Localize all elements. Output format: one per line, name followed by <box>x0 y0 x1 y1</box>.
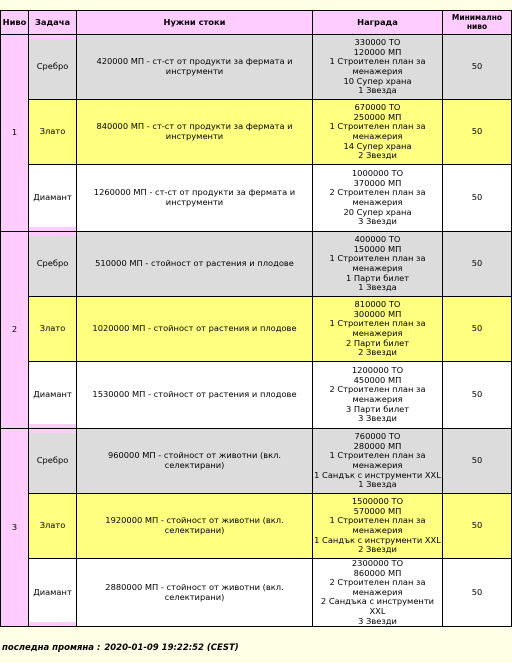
required-goods-cell: 510000 МП - стойност от растения и плодове <box>77 232 313 297</box>
reward-line: 2 Сандъка с инструменти XXL <box>320 596 435 616</box>
task-tier-label: Диамант <box>33 389 72 400</box>
reward-line: 1 Строителен план за менажерия <box>329 515 426 535</box>
required-goods-cell: 1260000 МП - ст-ст от продукти за фермата и инструменти <box>77 165 313 232</box>
table-row <box>1 165 512 232</box>
required-goods-cell: 2880000 МП - стойност от животни (вкл. селектирани) <box>77 559 313 627</box>
group-bottom-strip <box>29 227 76 231</box>
group-bottom-strip <box>29 424 76 428</box>
table-row <box>1 35 512 100</box>
last-modified <box>2 643 239 653</box>
reward-cell <box>313 165 443 232</box>
task-tier-label: Злато <box>39 126 66 137</box>
last-modified-label: последна промяна : <box>2 643 101 653</box>
task-tier-cell <box>29 362 77 429</box>
reward-line: 10 Супер храна <box>343 75 412 86</box>
level-cell: 2 <box>1 232 29 429</box>
table-row <box>1 297 512 362</box>
reward-cell <box>313 232 443 297</box>
group-top-strip <box>29 429 76 433</box>
tasks-table <box>0 10 512 627</box>
min-level-cell: 50 <box>443 429 512 494</box>
min-level-cell: 50 <box>443 165 512 232</box>
reward-line: 150000 МП <box>353 243 402 254</box>
reward-line: 300000 МП <box>353 308 402 319</box>
min-level-cell: 50 <box>443 232 512 297</box>
reward-line: 570000 МП <box>353 505 402 516</box>
reward-line: 330000 ТО <box>354 37 401 48</box>
reward-line: 1 Сандък с инструменти XXL <box>314 534 441 545</box>
reward-line: 860000 МП <box>353 567 402 578</box>
reward-cell <box>313 494 443 559</box>
task-tier-label: Сребро <box>36 455 69 466</box>
task-tier-cell <box>29 165 77 232</box>
level-cell: 1 <box>1 35 29 232</box>
reward-line: 3 Звезди <box>358 413 397 424</box>
min-level-cell: 50 <box>443 100 512 165</box>
header-task: Задача <box>29 11 77 35</box>
table-row <box>1 494 512 559</box>
reward-line: 760000 ТО <box>354 431 401 442</box>
task-tier-label: Сребро <box>36 61 69 72</box>
reward-line: 1 Строителен план за менажерия <box>329 56 426 76</box>
required-goods-cell: 1920000 МП - стойност от животни (вкл. селектирани) <box>77 494 313 559</box>
table-header-row <box>1 11 512 35</box>
task-tier-cell <box>29 35 77 100</box>
reward-line: 3 Парти билет <box>345 403 410 414</box>
task-tier-label: Злато <box>39 520 66 531</box>
reward-line: 2 Звезди <box>358 544 397 555</box>
reward-line: 2 Строителен план за менажерия <box>329 187 426 207</box>
reward-line: 2 Звезди <box>358 347 397 358</box>
reward-line: 1 Звезда <box>358 479 397 490</box>
required-goods-cell: 960000 МП - стойност от животни (вкл. селектирани) <box>77 429 313 494</box>
reward-line: 120000 МП <box>353 46 402 57</box>
table-row <box>1 100 512 165</box>
reward-line: 1 Звезда <box>358 85 397 96</box>
reward-line: 20 Супер храна <box>343 206 412 217</box>
header-reward: Награда <box>313 11 443 35</box>
reward-cell <box>313 297 443 362</box>
min-level-cell: 50 <box>443 559 512 627</box>
min-level-cell: 50 <box>443 494 512 559</box>
group-bottom-strip <box>29 622 76 626</box>
reward-line: 2 Строителен план за менажерия <box>329 384 426 404</box>
reward-line: 1 Строителен план за менажерия <box>329 450 426 470</box>
group-top-strip <box>29 35 76 39</box>
table-body <box>1 35 512 627</box>
task-tier-label: Злато <box>39 323 66 334</box>
reward-line: 2300000 ТО <box>351 558 404 568</box>
group-top-strip <box>29 232 76 236</box>
required-goods-cell: 420000 МП - ст-ст от продукти за фермата и инструменти <box>77 35 313 100</box>
reward-line: 450000 МП <box>353 374 402 385</box>
reward-cell <box>313 100 443 165</box>
reward-line: 250000 МП <box>353 111 402 122</box>
task-tier-cell <box>29 429 77 494</box>
task-tier-label: Диамант <box>33 586 72 597</box>
reward-line: 1 Строителен план за менажерия <box>329 318 426 338</box>
required-goods-cell: 1020000 МП - стойност от растения и плодове <box>77 297 313 362</box>
reward-cell <box>313 559 443 627</box>
last-modified-timestamp: 2020-01-09 19:22:52 (CEST) <box>104 643 239 653</box>
required-goods-cell: 840000 МП - ст-ст от продукти за фермата и инструменти <box>77 100 313 165</box>
task-tier-cell <box>29 100 77 165</box>
task-tier-label: Диамант <box>33 192 72 203</box>
header-min-level: Минимално ниво <box>443 11 512 35</box>
reward-line: 1 Звезда <box>358 282 397 293</box>
table-row <box>1 232 512 297</box>
reward-line: 1000000 ТО <box>351 168 404 179</box>
level-cell: 3 <box>1 429 29 627</box>
header-goods: Нужни стоки <box>77 11 313 35</box>
reward-line: 1 Парти билет <box>345 272 410 283</box>
reward-line: 810000 ТО <box>354 299 401 310</box>
reward-cell <box>313 429 443 494</box>
reward-line: 1 Строителен план за менажерия <box>329 121 426 141</box>
header-level: Ниво <box>1 11 29 35</box>
reward-cell <box>313 362 443 429</box>
reward-line: 1 Сандък с инструменти XXL <box>314 469 441 480</box>
reward-line: 670000 ТО <box>354 102 401 113</box>
required-goods-cell: 1530000 МП - стойност от растения и плодове <box>77 362 313 429</box>
task-tier-cell <box>29 494 77 559</box>
reward-line: 370000 МП <box>353 177 402 188</box>
reward-line: 2 Строителен план за менажерия <box>329 577 426 597</box>
reward-line: 2 Звезди <box>358 150 397 161</box>
min-level-cell: 50 <box>443 362 512 429</box>
reward-line: 1 Строителен план за менажерия <box>329 253 426 273</box>
reward-line: 1200000 ТО <box>351 365 404 376</box>
table-row <box>1 362 512 429</box>
table-row <box>1 559 512 627</box>
reward-line: 2 Парти билет <box>345 337 410 348</box>
task-tier-cell <box>29 232 77 297</box>
reward-line: 280000 МП <box>353 440 402 451</box>
reward-line: 3 Звезди <box>358 216 397 227</box>
table-row <box>1 429 512 494</box>
reward-line: 14 Супер храна <box>343 140 412 151</box>
task-tier-cell <box>29 297 77 362</box>
min-level-cell: 50 <box>443 35 512 100</box>
reward-line: 1500000 ТО <box>351 496 404 507</box>
task-tier-label: Сребро <box>36 258 69 269</box>
task-tier-cell <box>29 559 77 627</box>
min-level-cell: 50 <box>443 297 512 362</box>
reward-line: 400000 ТО <box>354 234 401 245</box>
reward-line: 3 Звезди <box>358 615 397 626</box>
reward-cell <box>313 35 443 100</box>
